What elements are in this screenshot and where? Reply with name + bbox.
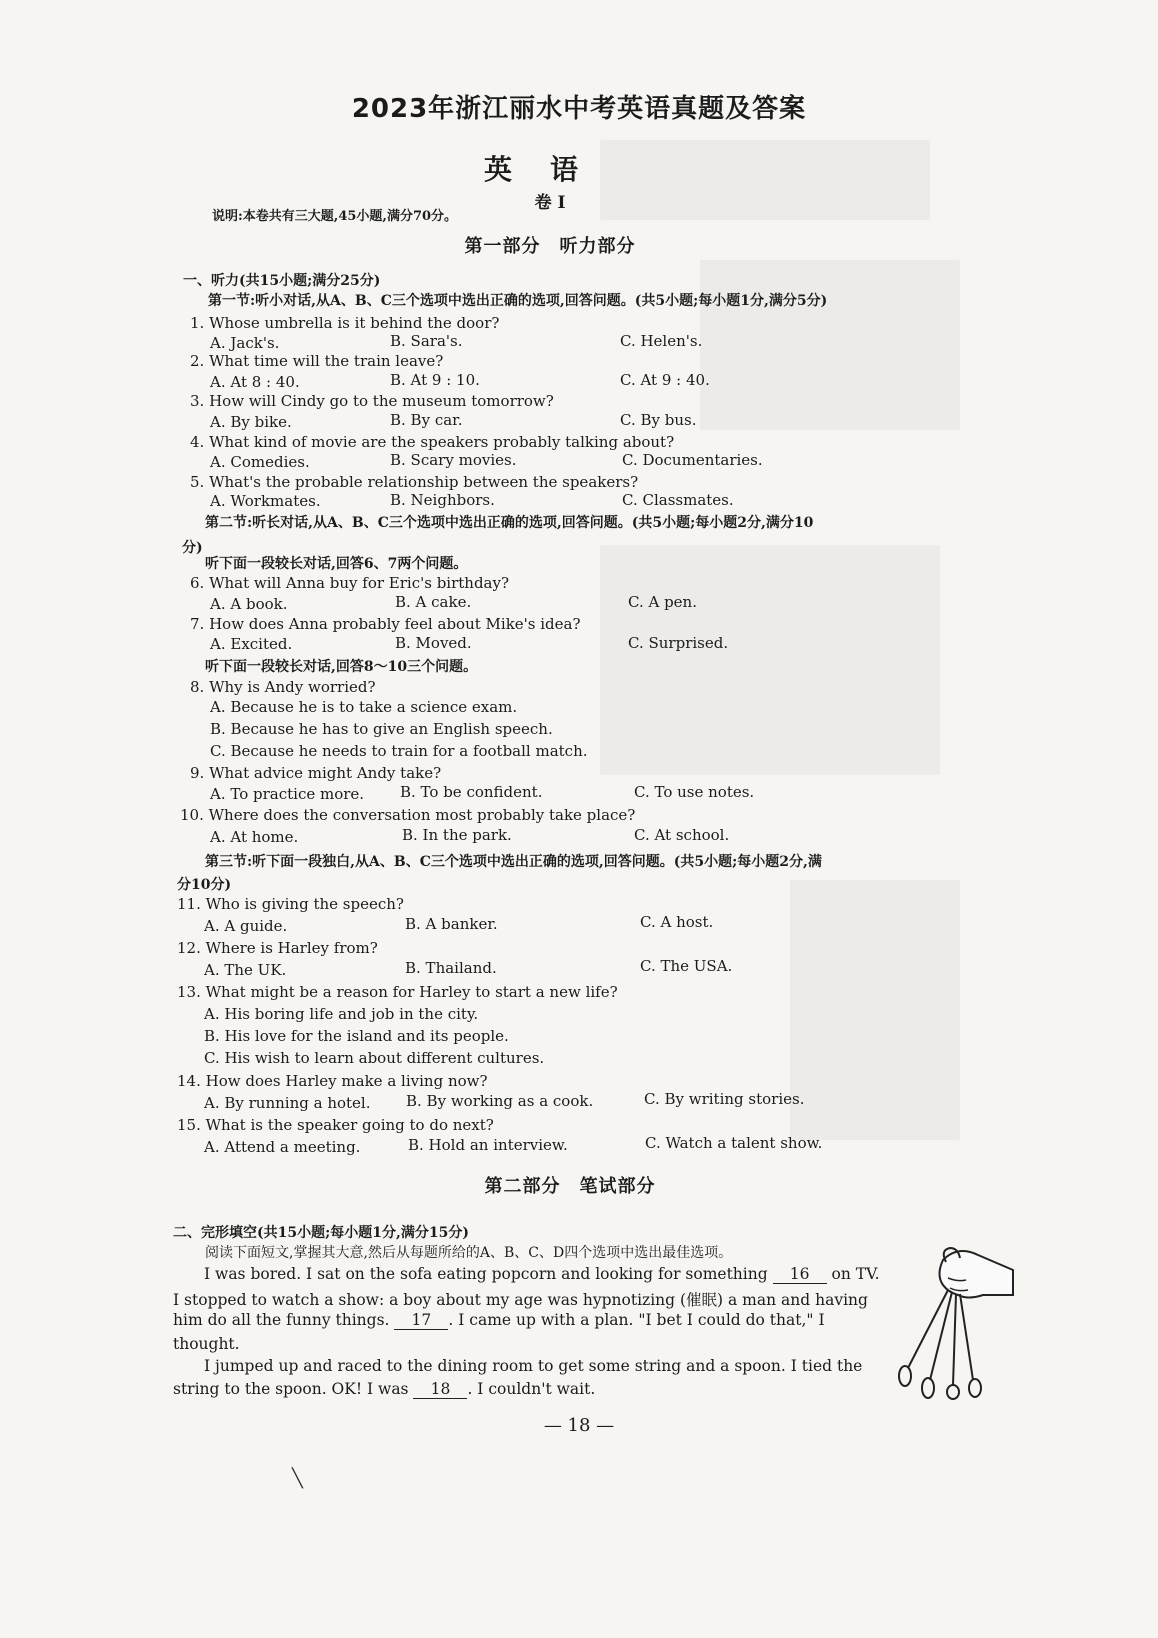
section3-instruction: 第三节:听下面一段独白,从A、B、C三个选项中选出正确的选项,回答问题。(共5小题;每小题2分,满: [205, 854, 822, 870]
passage-text: thought.: [173, 1335, 240, 1353]
passage-text: him do all the funny things.: [173, 1311, 390, 1329]
passage-line-2: [173, 1288, 868, 1310]
option-11b: B. A banker.: [405, 915, 498, 933]
option-7b: B. Moved.: [395, 634, 472, 652]
passage-line-6: [173, 1380, 595, 1399]
cloze-instruction: 阅读下面短文,掌握其大意,然后从每题所给的A、B、C、D四个选项中选出最佳选项。: [205, 1245, 733, 1261]
option-2b: B. At 9 : 10.: [390, 371, 480, 389]
blank-17: 17: [394, 1311, 448, 1330]
option-1c: C. Helen's.: [620, 332, 703, 350]
option-4c: C. Documentaries.: [622, 451, 763, 469]
option-5c: C. Classmates.: [622, 491, 734, 509]
section2-instruction-cont: 分): [182, 540, 203, 556]
option-7c: C. Surprised.: [628, 634, 729, 652]
option-15b: B. Hold an interview.: [408, 1136, 568, 1154]
option-8a: A. Because he is to take a science exam.: [210, 698, 518, 716]
option-10c: C. At school.: [634, 826, 730, 844]
option-12b: B. Thailand.: [405, 959, 497, 977]
cloze-heading: 二、完形填空(共15小题;每小题1分,满分15分): [173, 1225, 469, 1241]
bleed-through-smudge: [790, 880, 960, 1140]
option-9b: B. To be confident.: [400, 783, 543, 801]
option-4a: A. Comedies.: [210, 453, 310, 471]
option-6b: B. A cake.: [395, 593, 472, 611]
option-10b: B. In the park.: [402, 826, 512, 844]
passage-line-3: [173, 1311, 825, 1330]
part2-title: 第二部分 笔试部分: [484, 1176, 656, 1197]
option-6c: C. A pen.: [628, 593, 697, 611]
passage-line-4: [173, 1335, 240, 1353]
option-14c: C. By writing stories.: [644, 1090, 805, 1108]
question-15: 15. What is the speaker going to do next?: [177, 1116, 494, 1134]
option-1a: A. Jack's.: [210, 334, 280, 352]
option-9a: A. To practice more.: [210, 785, 365, 803]
passage-text: I stopped to watch a show: a boy about my age was hypnotizing (催眠) a man and having: [173, 1291, 868, 1309]
question-2: 2. What time will the train leave?: [190, 352, 444, 370]
question-6: 6. What will Anna buy for Eric's birthday?: [190, 574, 510, 592]
option-5b: B. Neighbors.: [390, 491, 495, 509]
option-13a: A. His boring life and job in the city.: [204, 1005, 479, 1023]
exam-note: 说明:本卷共有三大题,45小题,满分70分。: [212, 209, 458, 224]
section2-sub2: 听下面一段较长对话,回答8～10三个问题。: [205, 659, 478, 675]
passage-line-5: [204, 1357, 862, 1375]
question-1: 1. Whose umbrella is it behind the door?: [190, 314, 500, 332]
option-11a: A. A guide.: [204, 917, 288, 935]
passage-text: . I couldn't wait.: [467, 1380, 596, 1398]
option-5a: A. Workmates.: [210, 492, 321, 510]
option-12a: A. The UK.: [204, 961, 287, 979]
bleed-through-smudge: [600, 545, 940, 775]
question-11: 11. Who is giving the speech?: [177, 895, 404, 913]
option-12c: C. The USA.: [640, 957, 733, 975]
section2-sub1: 听下面一段较长对话,回答6、7两个问题。: [205, 556, 468, 572]
passage-line-1: [204, 1265, 880, 1284]
option-11c: C. A host.: [640, 913, 714, 931]
section-heading: 一、听力(共15小题;满分25分): [183, 273, 381, 289]
option-8b: B. Because he has to give an English speech.: [210, 720, 553, 738]
option-6a: A. A book.: [210, 595, 288, 613]
question-8: 8. Why is Andy worried?: [190, 678, 376, 696]
question-10: 10. Where does the conversation most probably take place?: [180, 806, 636, 824]
question-4: 4. What kind of movie are the speakers probably talking about?: [190, 433, 675, 451]
page-number: — 18 —: [543, 1415, 615, 1436]
volume-label: 卷 I: [534, 193, 566, 213]
blank-16: 16: [773, 1265, 827, 1284]
option-7a: A. Excited.: [210, 635, 293, 653]
question-12: 12. Where is Harley from?: [177, 939, 378, 957]
stray-pen-mark: ╲: [292, 1468, 303, 1489]
part1-title: 第一部分 听力部分: [464, 236, 636, 257]
option-13c: C. His wish to learn about different cultures.: [204, 1049, 545, 1067]
blank-18: 18: [413, 1380, 467, 1399]
option-15c: C. Watch a talent show.: [645, 1134, 823, 1152]
option-2a: A. At 8 : 40.: [210, 373, 300, 391]
option-14b: B. By working as a cook.: [406, 1092, 594, 1110]
option-2c: C. At 9 : 40.: [620, 371, 710, 389]
option-13b: B. His love for the island and its people.: [204, 1027, 509, 1045]
section3-instruction-cont: 分10分): [177, 877, 232, 893]
option-9c: C. To use notes.: [634, 783, 755, 801]
passage-text: string to the spoon. OK! I was: [173, 1380, 409, 1398]
section2-instruction: 第二节:听长对话,从A、B、C三个选项中选出正确的选项,回答问题。(共5小题;每小题2分,满分10: [205, 515, 814, 531]
bleed-through-smudge: [700, 260, 960, 430]
option-14a: A. By running a hotel.: [204, 1094, 371, 1112]
subject-title: 英语: [483, 153, 616, 186]
question-14: 14. How does Harley make a living now?: [177, 1072, 488, 1090]
option-15a: A. Attend a meeting.: [204, 1138, 361, 1156]
question-9: 9. What advice might Andy take?: [190, 764, 442, 782]
hand-with-spoons-illustration: [888, 1240, 1018, 1400]
passage-text: I jumped up and raced to the dining room to get some string and a spoon. I tied the: [204, 1357, 863, 1375]
question-5: 5. What's the probable relationship between the speakers?: [190, 473, 639, 491]
question-13: 13. What might be a reason for Harley to start a new life?: [177, 983, 618, 1001]
option-1b: B. Sara's.: [390, 332, 463, 350]
option-3b: B. By car.: [390, 411, 463, 429]
main-title: 2023年浙江丽水中考英语真题及答案: [351, 94, 807, 124]
option-10a: A. At home.: [210, 828, 299, 846]
question-7: 7. How does Anna probably feel about Mike's idea?: [190, 615, 581, 633]
passage-text: I was bored. I sat on the sofa eating popcorn and looking for something: [204, 1265, 768, 1283]
option-3a: A. By bike.: [210, 413, 292, 431]
passage-text: . I came up with a plan. "I bet I could do that," I: [448, 1311, 825, 1329]
option-4b: B. Scary movies.: [390, 451, 517, 469]
option-8c: C. Because he needs to train for a football match.: [210, 742, 588, 760]
passage-text: on TV.: [831, 1265, 880, 1283]
option-3c: C. By bus.: [620, 411, 697, 429]
section1-instruction: 第一节:听小对话,从A、B、C三个选项中选出正确的选项,回答问题。(共5小题;每小题1分,满分5分): [208, 293, 828, 309]
question-3: 3. How will Cindy go to the museum tomorrow?: [190, 392, 554, 410]
